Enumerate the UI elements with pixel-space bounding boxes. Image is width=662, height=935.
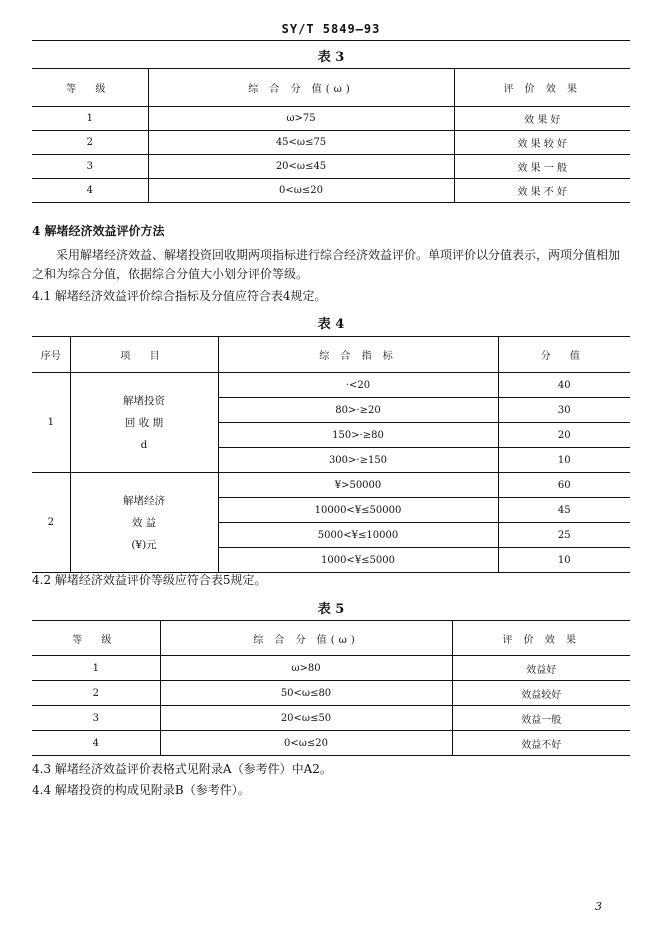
table-cell: 3 — [32, 706, 160, 731]
table-cell: 2 — [32, 131, 148, 155]
table5 — [32, 620, 630, 756]
table-cell: 效 果 不 好 — [454, 179, 630, 203]
table-cell: 300>·≥150 — [218, 448, 498, 473]
table-cell: 效 果 较 好 — [454, 131, 630, 155]
table4-header-project: 项 目 — [70, 337, 218, 373]
table-cell: 效 果 一 般 — [454, 155, 630, 179]
table3 — [32, 68, 630, 203]
table4-group-project — [70, 373, 218, 473]
table-cell: 30 — [498, 398, 630, 423]
page-number: 3 — [595, 900, 602, 913]
table-cell: 4 — [32, 731, 160, 756]
table4-header-index-criteria: 综 合 指 标 — [218, 337, 498, 373]
section-heading: 4 解堵经济效益评价方法 — [32, 224, 165, 238]
table-cell: 0<ω≤20 — [148, 179, 454, 203]
section4-paragraph: 采用解堵经济效益、解堵投资回收期两项指标进行综合经济效益评价。单项评价以分值表示，两项分值相加之和为综合分值，依据综合分值大小划分评价等级。 — [32, 248, 621, 281]
table-cell: 2 — [32, 681, 160, 706]
clause-4-3: 4.3 解堵经济效益评价表格式见附录A（参考件）中A2。 — [32, 762, 332, 776]
table4-group-index: 2 — [32, 473, 70, 573]
table3-header-effect: 评 价 效 果 — [454, 69, 630, 107]
table-cell: 10 — [498, 548, 630, 573]
project-line: 效 益 — [131, 516, 157, 529]
table-cell: 1 — [32, 107, 148, 131]
table-cell: 10 — [498, 448, 630, 473]
table4-group-index: 1 — [32, 373, 70, 473]
table5-header-level: 等 级 — [32, 621, 160, 656]
table-cell: 4 — [32, 179, 148, 203]
document-code: SY/T 5849—93 — [281, 22, 381, 36]
project-line: 解堵经济 — [123, 494, 165, 507]
table3-header-level: 等 级 — [32, 69, 148, 107]
table5-header-effect: 评 价 效 果 — [452, 621, 630, 656]
table4-header-score: 分 值 — [498, 337, 630, 373]
table-cell: 0<ω≤20 — [160, 731, 452, 756]
table5-caption: 表 5 — [317, 602, 345, 617]
table4-header-index: 序号 — [32, 337, 70, 373]
table-cell: ω>80 — [160, 656, 452, 681]
table-cell: 效益好 — [452, 656, 630, 681]
table-cell: 5000<¥≤10000 — [218, 523, 498, 548]
table-cell: 45 — [498, 498, 630, 523]
table4-caption: 表 4 — [317, 317, 345, 332]
table-cell: 80>·≥20 — [218, 398, 498, 423]
table-cell: 60 — [498, 473, 630, 498]
table5-header-score: 综 合 分 值(ω) — [160, 621, 452, 656]
table-cell: 20<ω≤50 — [160, 706, 452, 731]
clause-4-2: 4.2 解堵经济效益评价等级应符合表5规定。 — [32, 573, 267, 587]
table-cell: 效益较好 — [452, 681, 630, 706]
table-cell: 45<ω≤75 — [148, 131, 454, 155]
table-cell: 20<ω≤45 — [148, 155, 454, 179]
table-cell: 效益不好 — [452, 731, 630, 756]
table-cell: 25 — [498, 523, 630, 548]
table-cell: 1000<¥≤5000 — [218, 548, 498, 573]
project-line: 解堵投资 — [123, 394, 165, 407]
table-cell: 效益一般 — [452, 706, 630, 731]
table-cell: 50<ω≤80 — [160, 681, 452, 706]
table-cell: 10000<¥≤50000 — [218, 498, 498, 523]
project-line: d — [140, 438, 148, 451]
table3-header-score: 综 合 分 值(ω) — [148, 69, 454, 107]
clause-4-1: 4.1 解堵经济效益评价综合指标及分值应符合表4规定。 — [32, 289, 327, 303]
table-cell: 效 果 好 — [454, 107, 630, 131]
table-cell: 150>·≥80 — [218, 423, 498, 448]
table-cell: ¥>50000 — [218, 473, 498, 498]
table4-group-project — [70, 473, 218, 573]
table-cell: 40 — [498, 373, 630, 398]
table-cell: 1 — [32, 656, 160, 681]
table-cell: 3 — [32, 155, 148, 179]
project-line: (¥)元 — [131, 538, 157, 551]
table-cell: ω>75 — [148, 107, 454, 131]
table4 — [32, 336, 630, 573]
project-line: 回 收 期 — [124, 416, 164, 429]
header-rule — [32, 40, 630, 41]
clause-4-4: 4.4 解堵投资的构成见附录B（参考件）。 — [32, 783, 250, 797]
table-cell: ·<20 — [218, 373, 498, 398]
table-cell: 20 — [498, 423, 630, 448]
table3-caption: 表 3 — [317, 50, 345, 65]
